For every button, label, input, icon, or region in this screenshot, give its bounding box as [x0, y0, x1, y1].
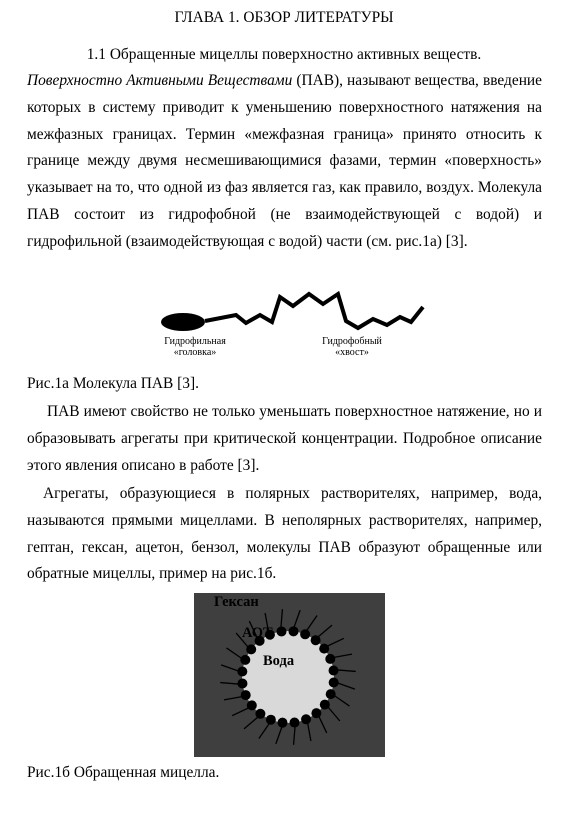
surfactant-head [320, 700, 330, 710]
figure1-caption: Рис.1а Молекула ПАВ [3]. [27, 375, 199, 392]
surfactant-tail [307, 616, 317, 631]
surfactant-tail [220, 683, 238, 685]
surfactant-head [329, 678, 339, 688]
chapter-title: ГЛАВА 1. ОБЗОР ЛИТЕРАТУРЫ [174, 9, 394, 26]
surfactant-tail [338, 683, 355, 689]
tail-label-line2: «хвост» [335, 347, 369, 358]
surfactant-head [325, 654, 335, 664]
surfactant-tail [318, 625, 332, 637]
surfactant-head [319, 644, 329, 654]
core-label: Вода [263, 653, 295, 669]
surfactant-head [326, 689, 336, 699]
surfactant-tail [294, 726, 296, 744]
surfactant-tail [294, 610, 300, 627]
surfactant-tail [334, 696, 349, 706]
water-core [242, 631, 334, 723]
surfactant-tail [232, 708, 249, 716]
surfactant-tail [334, 654, 352, 657]
surfactant-head [241, 690, 251, 700]
surfactant-tail [221, 665, 238, 671]
surfactant-head [276, 626, 286, 636]
surfactant-head [255, 709, 265, 719]
surfactant-head [300, 629, 310, 639]
head-label-line1: Гидрофильная [164, 336, 226, 347]
surfactant-tail [276, 727, 282, 744]
surfactant-label: АОТ [242, 625, 273, 641]
figure-surfactant-molecule [160, 288, 440, 366]
figure-reverse-micelle [194, 593, 385, 757]
hydrophobic-tail-shape [205, 294, 423, 328]
hydrophilic-head-shape [161, 313, 205, 331]
surfactant-tail [337, 670, 355, 672]
surfactant-tail [244, 717, 258, 729]
paragraph-micelles: Агрегаты, образующиеся в полярных растворителях, например, вода, называются прямыми мицеллами. В неполярных растворителях, например, гептан, гексан, ацетон, бензол, молекулы ПАВ образуют обращенные или обратные мицеллы, пример на рис.1б. [27, 485, 542, 583]
italic-term: Поверхностно Активными Веществами [27, 72, 293, 89]
surfactant-head [266, 715, 276, 725]
surfactant-head [247, 700, 257, 710]
surfactant-tail [281, 609, 283, 627]
tail-label [312, 336, 392, 358]
surfactant-tail [328, 707, 340, 721]
surfactant-head [311, 708, 321, 718]
figure2-caption: Рис.1б Обращенная мицелла. [27, 764, 220, 781]
head-label [160, 336, 230, 358]
surfactant-head [301, 714, 311, 724]
surfactant-tail [259, 723, 269, 738]
surfactant-tail [327, 638, 344, 646]
tail-label-line1: Гидрофобный [322, 336, 382, 347]
surfactant-head [240, 655, 250, 665]
paragraph-aggregation: ПАВ имеют свойство не только уменьшать поверхностное натяжение, но и образовывать агрегаты при критической концентрации. Подробное описание этого явления описано в работе [3]. [27, 403, 542, 474]
paragraph-definition [27, 68, 542, 256]
surfactant-head [289, 626, 299, 636]
head-label-line2: «головка» [173, 347, 217, 358]
surfactant-tail [308, 723, 311, 741]
paragraph-definition-text: (ПАВ), называют вещества, введение которых в систему приводит к уменьшению поверхностного натяжения на межфазных границах. Термин «межфазная граница» принято относить к границе между двумя несмешивающимися фазами, термин «поверхность» указывает на то, что одной из фаз является газ, как правило, воздух. Молекула ПАВ состоит из гидрофобной (не взаимодействующей с водой) и гидрофильной (взаимодействующая с водой) части (см. рис.1а) [3]. [27, 72, 542, 250]
surfactant-head [237, 666, 247, 676]
surfactant-tail [224, 697, 242, 700]
surfactant-head [246, 644, 256, 654]
surfactant-head [329, 665, 339, 675]
surfactant-head [237, 679, 247, 689]
surfactant-tail [227, 648, 242, 658]
surfactant-tail [319, 716, 327, 733]
solvent-label: Гексан [214, 594, 259, 610]
surfactant-head [290, 718, 300, 728]
surfactant-head [311, 635, 321, 645]
surfactant-head [277, 718, 287, 728]
micelle-drawing [194, 593, 385, 757]
section-title: 1.1 Обращенные мицеллы поверхностно активных веществ. [86, 46, 482, 63]
